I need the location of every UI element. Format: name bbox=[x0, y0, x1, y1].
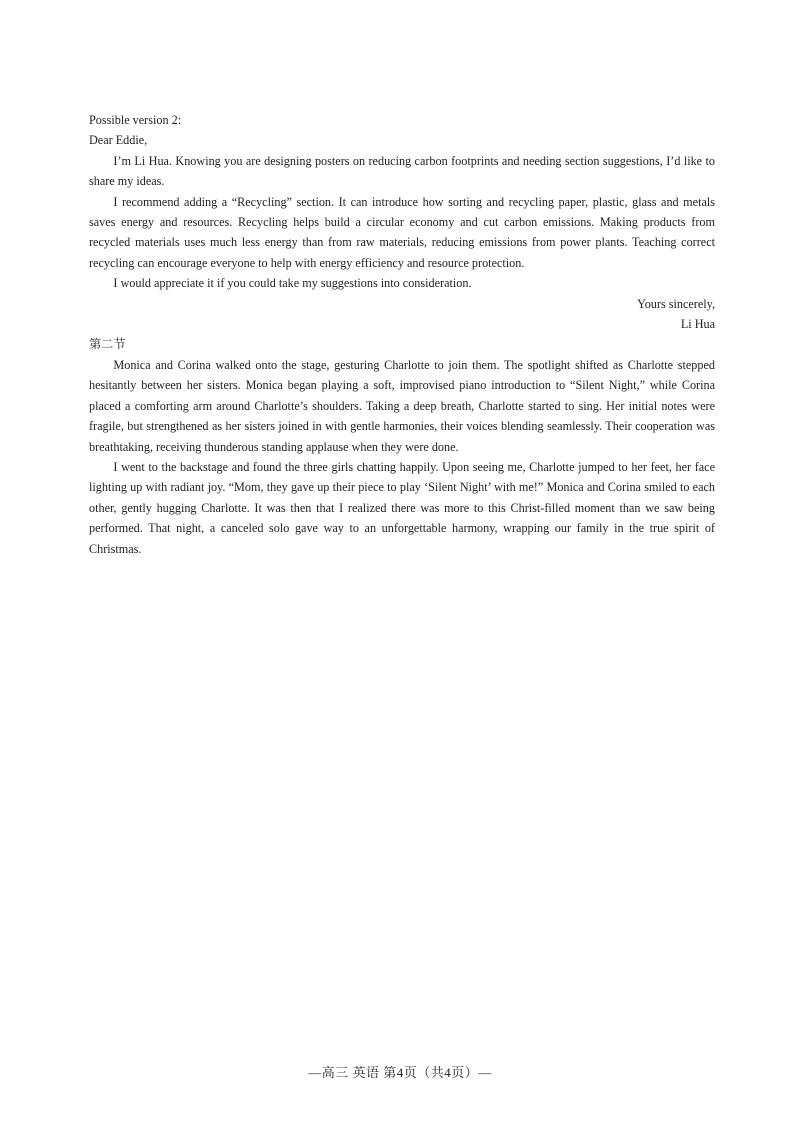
page-footer: —高三 英语 第4页（共4页）— bbox=[308, 1065, 492, 1080]
letter-paragraph-3: I would appreciate it if you could take my suggestions into consideration. bbox=[113, 276, 472, 291]
document-body bbox=[89, 110, 715, 559]
letter-paragraph-1: I’m Li Hua. Knowing you are designing posters on reducing carbon footprints and needing section suggestions, I’d like to share my ideas. bbox=[89, 153, 715, 189]
letter-signature: Li Hua bbox=[680, 317, 715, 332]
version-heading: Possible version 2: bbox=[89, 113, 182, 127]
story-paragraph-2: I went to the backstage and found the three girls chatting happily. Upon seeing me, Charlotte jumped to her feet, her face lighting up with radiant joy. “Mom, they gave up their piece to play ‘Silent Night’ with me!” Monica and Corina smiled to each other, gently hugging Charlotte. It was then that I realized there was more to this Christ-filled moment than we saw being performed. That night, a canceled solo gave way to an unforgettable harmony, wrapping our family in the true spirit of Christmas. bbox=[89, 459, 715, 556]
section-heading: 第二节 bbox=[89, 337, 126, 352]
story-paragraph-1: Monica and Corina walked onto the stage, gesturing Charlotte to join them. The spotlight shifted as Charlotte stepped hesitantly between her sisters. Monica began playing a soft, improvised piano introduction to “Silent Night,” while Corina placed a comforting arm around Charlotte’s shoulders. Taking a deep breath, Charlotte started to sing. Her initial notes were fragile, but strengthened as her sisters joined in with gentle harmonies, their voices blending seamlessly. Their cooperation was breathtaking, receiving thunderous standing applause when they were done. bbox=[89, 357, 715, 454]
letter-closing: Yours sincerely, bbox=[637, 296, 715, 311]
letter-salutation: Dear Eddie, bbox=[89, 133, 148, 148]
letter-paragraph-2: I recommend adding a “Recycling” section. It can introduce how sorting and recycling paper, plastic, glass and metals saves energy and resources. Recycling helps build a circular economy and cut carbon emissions. Making products from recycled materials uses much less energy than from raw materials, reducing emissions from power plants. Teaching correct recycling can encourage everyone to help with energy efficiency and resource protection. bbox=[89, 194, 715, 270]
